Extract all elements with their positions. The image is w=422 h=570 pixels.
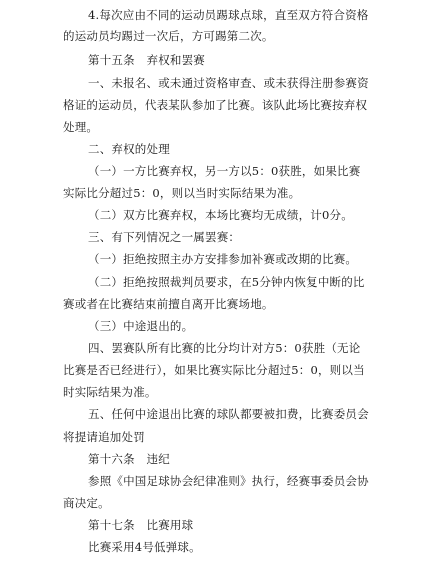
section-heading: 第十六条 违纪 [88,452,170,466]
text-line: （一）拒绝按照主办方安排参加补赛或改期的比赛。 [88,252,358,266]
text-line: 4.每次应由不同的运动员踢球点球，直至双方符合资格 [88,8,369,22]
section-heading: 第十七条 比赛用球 [88,518,194,532]
text-line: 三、有下列情况之一属罢赛： [88,230,241,244]
text-line: 比赛采用4号低弹球。 [88,540,201,554]
text-line: 实际比分超过5：0，则以当时实际结果为准。 [63,186,301,200]
section-heading: 第十五条 弃权和罢赛 [88,53,205,67]
text-line: 比赛是否已经进行），如果比赛实际比分超过5：0，则以当 [63,363,365,377]
text-line: 格证的运动员，代表某队参加了比赛。该队此场比赛按弃权 [63,98,368,112]
text-line: 时实际结果为准。 [63,385,157,399]
text-line: 一、未报名、或未通过资格审查、或未获得注册参赛资 [88,76,369,90]
text-line: 四、罢赛队所有比赛的比分均计对方5：0获胜（无论 [88,341,361,355]
text-line: 赛或者在比赛结束前擅自离开比赛场地。 [63,297,274,311]
text-line: 参照《中国足球协会纪律准则》执行，经赛事委员会协 [88,474,369,488]
text-line: 将提请追加处罚 [63,430,145,444]
text-line: 五、任何中途退出比赛的球队都要被扣费，比赛委员会 [88,407,369,421]
text-line: 商决定。 [63,496,110,510]
text-line: 处理。 [63,120,99,134]
text-line: （二）拒绝按照裁判员要求，在5分钟内恢复中断的比 [88,275,365,289]
text-line: 二、弃权的处理 [88,142,170,156]
text-line: （一）一方比赛弃权，另一方以5：0获胜，如果比赛 [88,164,361,178]
text-line: （二）双方比赛弃权，本场比赛均无成绩，计0分。 [88,208,353,222]
text-line: （三）中途退出的。 [88,319,194,333]
text-line: 的运动员均踢过一次后，方可踢第二次。 [63,29,274,43]
